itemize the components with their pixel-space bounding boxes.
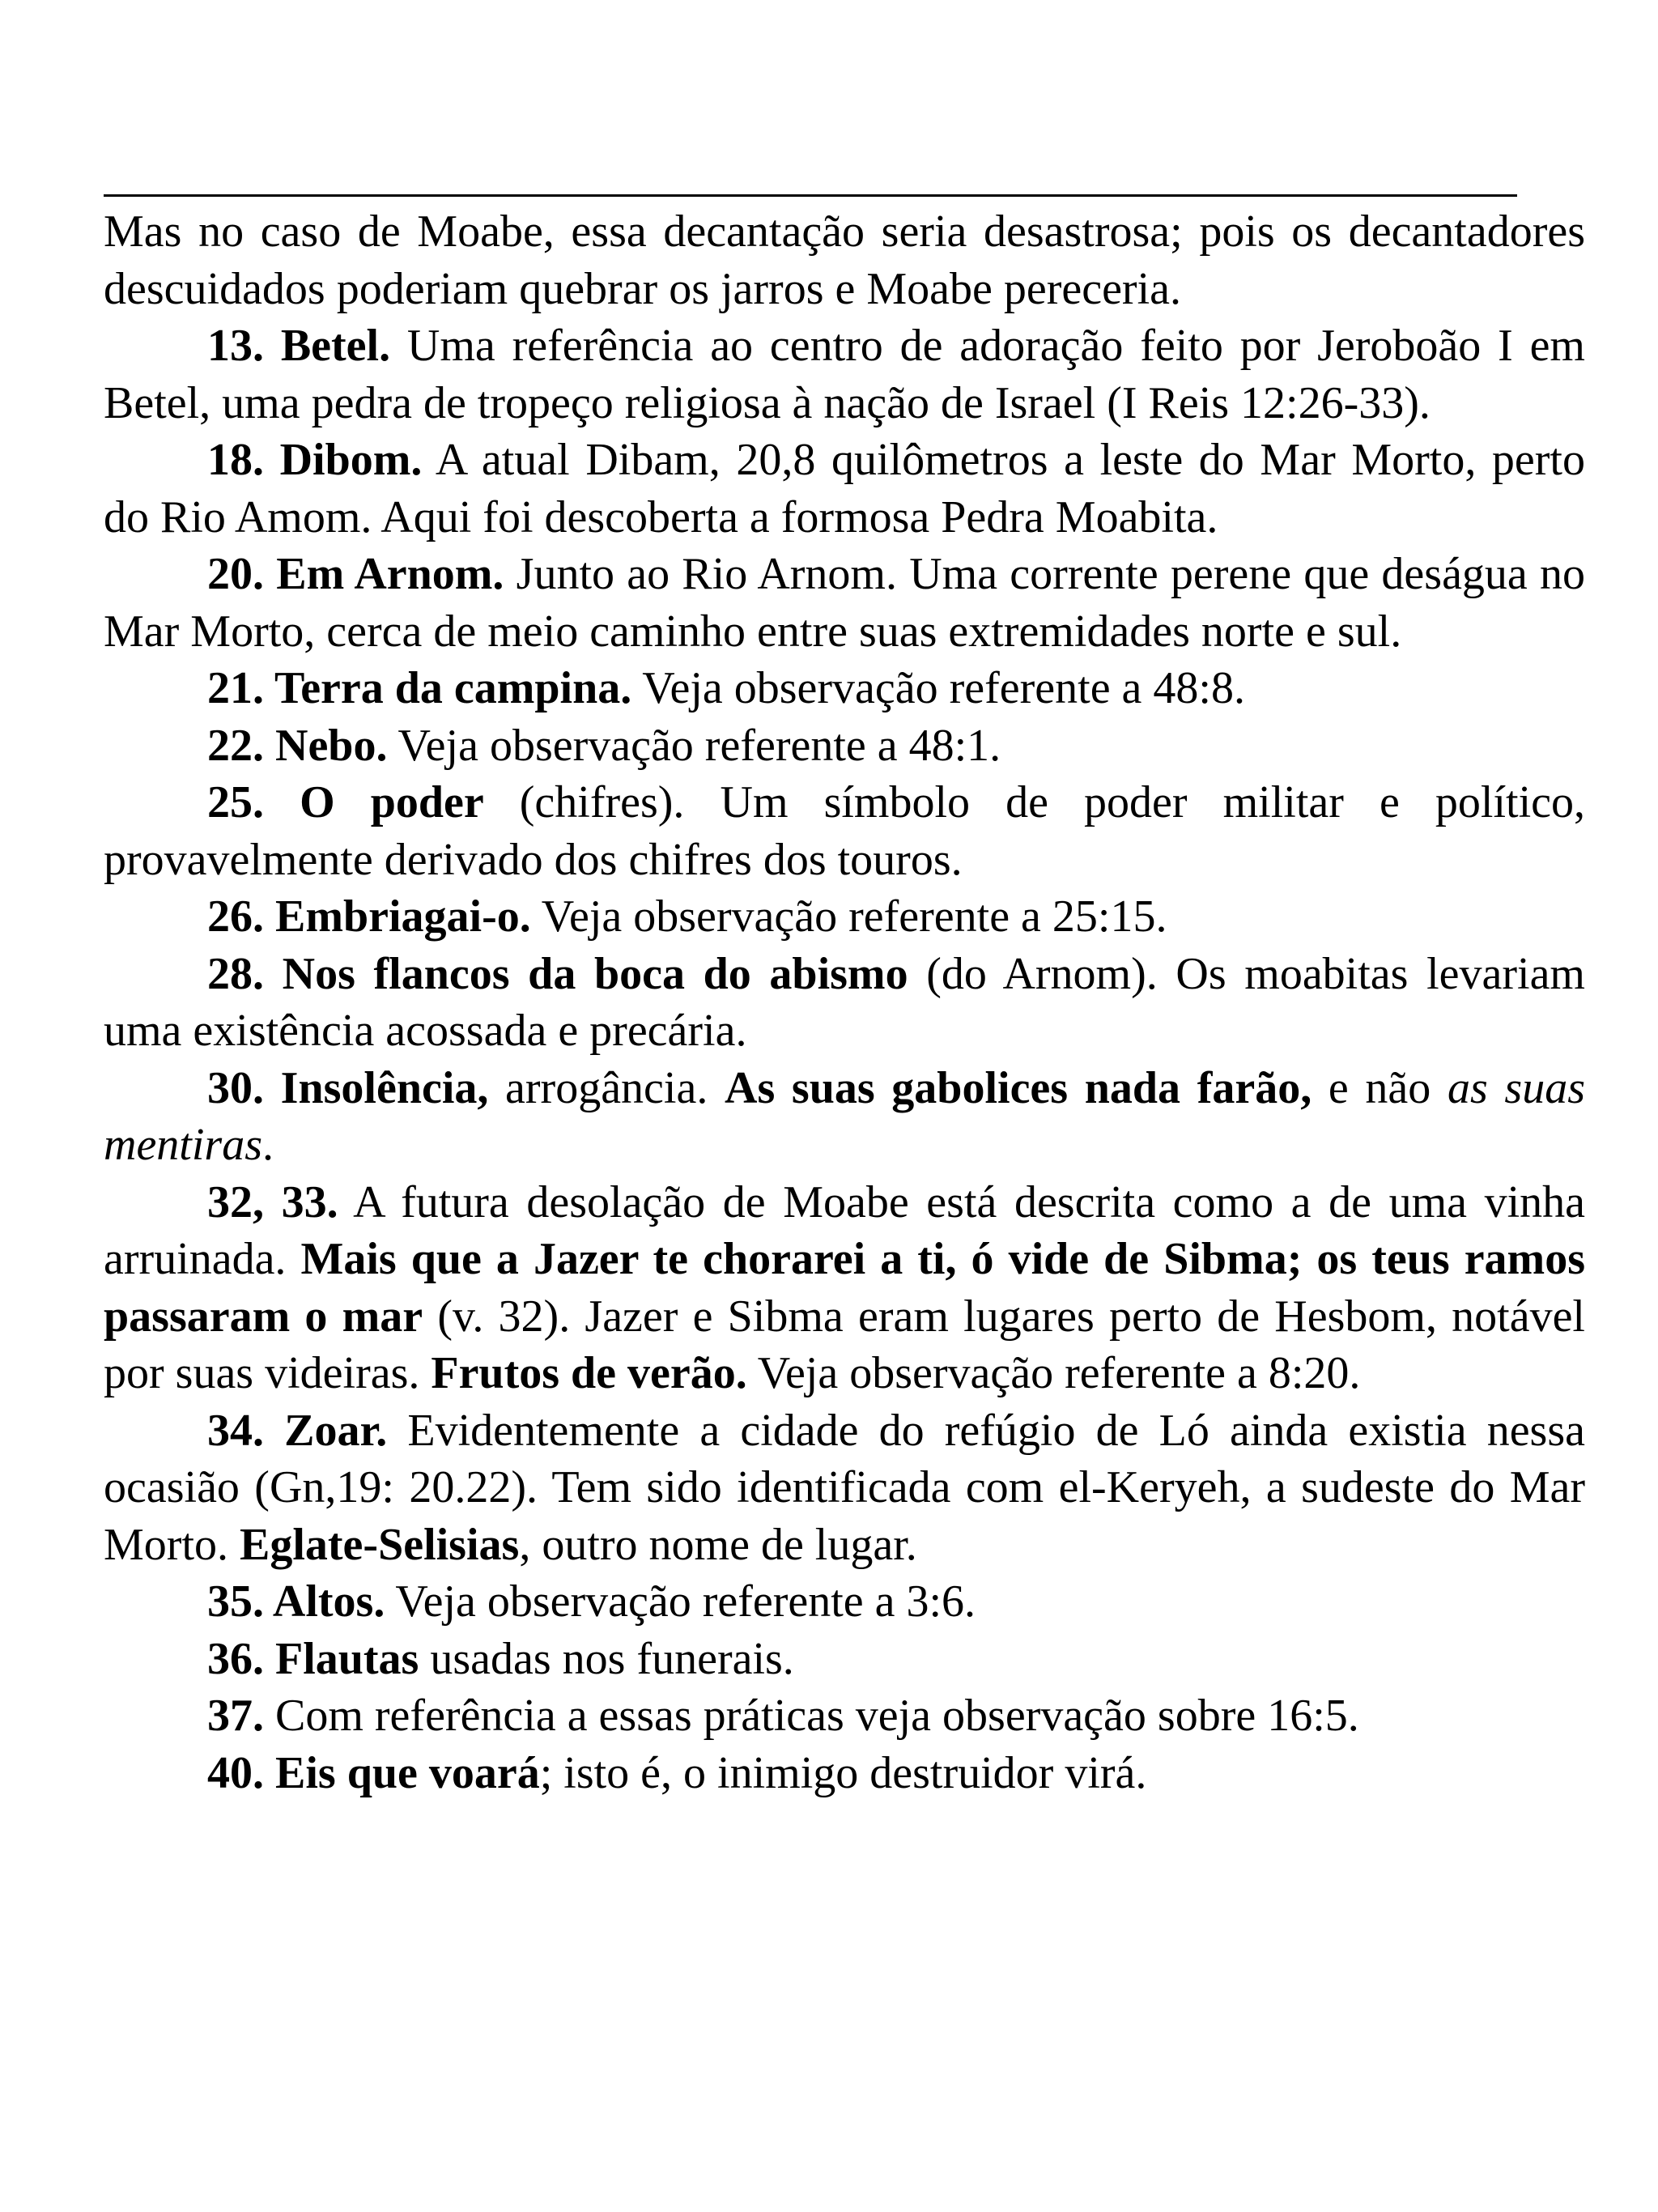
paragraph-text: Evidentemente a cidade do refúgio de Ló ainda existia nessa ocasião (Gn,19: 20.22). Tem sido identificada com el-Keryeh, a sudeste do Mar Morto.: [104, 1405, 1585, 1570]
commentary-paragraph: [104, 432, 1585, 546]
commentary-paragraph: [104, 946, 1585, 1060]
verse-reference: 32, 33.: [207, 1176, 338, 1227]
verse-reference: As suas gabolices nada farão,: [725, 1062, 1312, 1113]
verse-reference: 13. Betel.: [207, 321, 391, 371]
verse-reference: 22. Nebo.: [207, 720, 388, 771]
verse-reference: 36. Flautas: [207, 1633, 419, 1684]
verse-reference: 35. Altos.: [207, 1576, 385, 1627]
verse-reference: Eglate-Selisias: [240, 1519, 520, 1570]
commentary-paragraph: [104, 774, 1585, 888]
paragraph-text: ; isto é, o inimigo destruidor virá.: [539, 1747, 1147, 1798]
verse-reference: Frutos de verão.: [431, 1348, 747, 1398]
verse-reference: 18. Dibom.: [207, 435, 423, 485]
paragraph-text: arrogância.: [488, 1062, 725, 1113]
verse-reference: 26. Embriagai-o.: [207, 891, 531, 942]
document-page: [104, 194, 1585, 1802]
verse-reference: 40. Eis que voará: [207, 1747, 540, 1798]
paragraph-text: Mas no caso de Moabe, essa decantação seria desastrosa; pois os decantadores descuidados poderiam quebrar os jarros e Moabe pereceria.: [104, 206, 1585, 314]
commentary-paragraph: [104, 317, 1585, 432]
paragraph-text: Veja observação referente a 48:8.: [631, 663, 1245, 713]
commentary-paragraph: [104, 1402, 1585, 1574]
paragraph-text: usadas nos funerais.: [419, 1633, 794, 1684]
verse-reference: 20. Em Arnom.: [207, 549, 504, 599]
commentary-paragraph: [104, 1687, 1585, 1745]
commentary-paragraph: [104, 1060, 1585, 1174]
paragraph-text: Junto ao Rio Arnom. Uma corrente perene que deságua no Mar Morto, cerca de meio caminho entre suas extremidades norte e sul.: [104, 549, 1585, 657]
verse-reference: Mais que a Jazer te chorarei a ti, ó vide de Sibma; os teus ramos passaram o mar: [104, 1234, 1586, 1342]
italic-text: as suas mentiras: [104, 1062, 1586, 1170]
commentary-paragraph: [104, 888, 1585, 946]
verse-reference: 34. Zoar.: [207, 1405, 388, 1456]
verse-reference: 25. O poder: [207, 777, 484, 827]
footnote-separator-rule: [104, 194, 1517, 197]
paragraph-text: (v. 32). Jazer e Sibma eram lugares perto de Hesbom, notável por suas videiras.: [104, 1291, 1585, 1398]
paragraph-text: Veja observação referente a 8:20.: [746, 1348, 1361, 1398]
paragraph-text: , outro nome de lugar.: [519, 1519, 917, 1570]
paragraph-text: A atual Dibam, 20,8 quilômetros a leste do Mar Morto, perto do Rio Amom. Aqui foi descoberta a formosa Pedra Moabita.: [104, 435, 1585, 542]
commentary-paragraph: [104, 203, 1585, 317]
verse-reference: 37.: [207, 1691, 264, 1741]
verse-reference: 28. Nos flancos da boca do abismo: [207, 948, 908, 999]
commentary-paragraph: [104, 1745, 1585, 1802]
paragraph-text: Veja observação referente a 48:1.: [387, 720, 1001, 771]
commentary-text: [104, 203, 1585, 1802]
commentary-paragraph: [104, 660, 1585, 717]
commentary-paragraph: [104, 1174, 1585, 1402]
paragraph-text: (chifres). Um símbolo de poder militar e político, provavelmente derivado dos chifres dos touros.: [104, 777, 1585, 885]
paragraph-text: e não: [1312, 1062, 1448, 1113]
paragraph-text: Com referência a essas práticas veja observação sobre 16:5.: [264, 1691, 1359, 1741]
commentary-paragraph: [104, 1631, 1585, 1688]
commentary-paragraph: [104, 1573, 1585, 1631]
paragraph-text: Veja observação referente a 25:15.: [530, 891, 1167, 942]
paragraph-text: Veja observação referente a 3:6.: [385, 1576, 976, 1627]
paragraph-text: A futura desolação de Moabe está descrita como a de uma vinha arruinada.: [104, 1176, 1586, 1284]
paragraph-text: Uma referência ao centro de adoração feito por Jeroboão I em Betel, uma pedra de tropeço religiosa à nação de Israel (I Reis 12:26-33).: [104, 321, 1585, 428]
verse-reference: 30. Insolência,: [207, 1062, 489, 1113]
verse-reference: 21. Terra da campina.: [207, 663, 632, 713]
paragraph-text: (do Arnom). Os moabitas levariam uma existência acossada e precária.: [104, 948, 1585, 1056]
commentary-paragraph: [104, 546, 1585, 660]
paragraph-text: .: [262, 1120, 274, 1170]
commentary-paragraph: [104, 717, 1585, 775]
